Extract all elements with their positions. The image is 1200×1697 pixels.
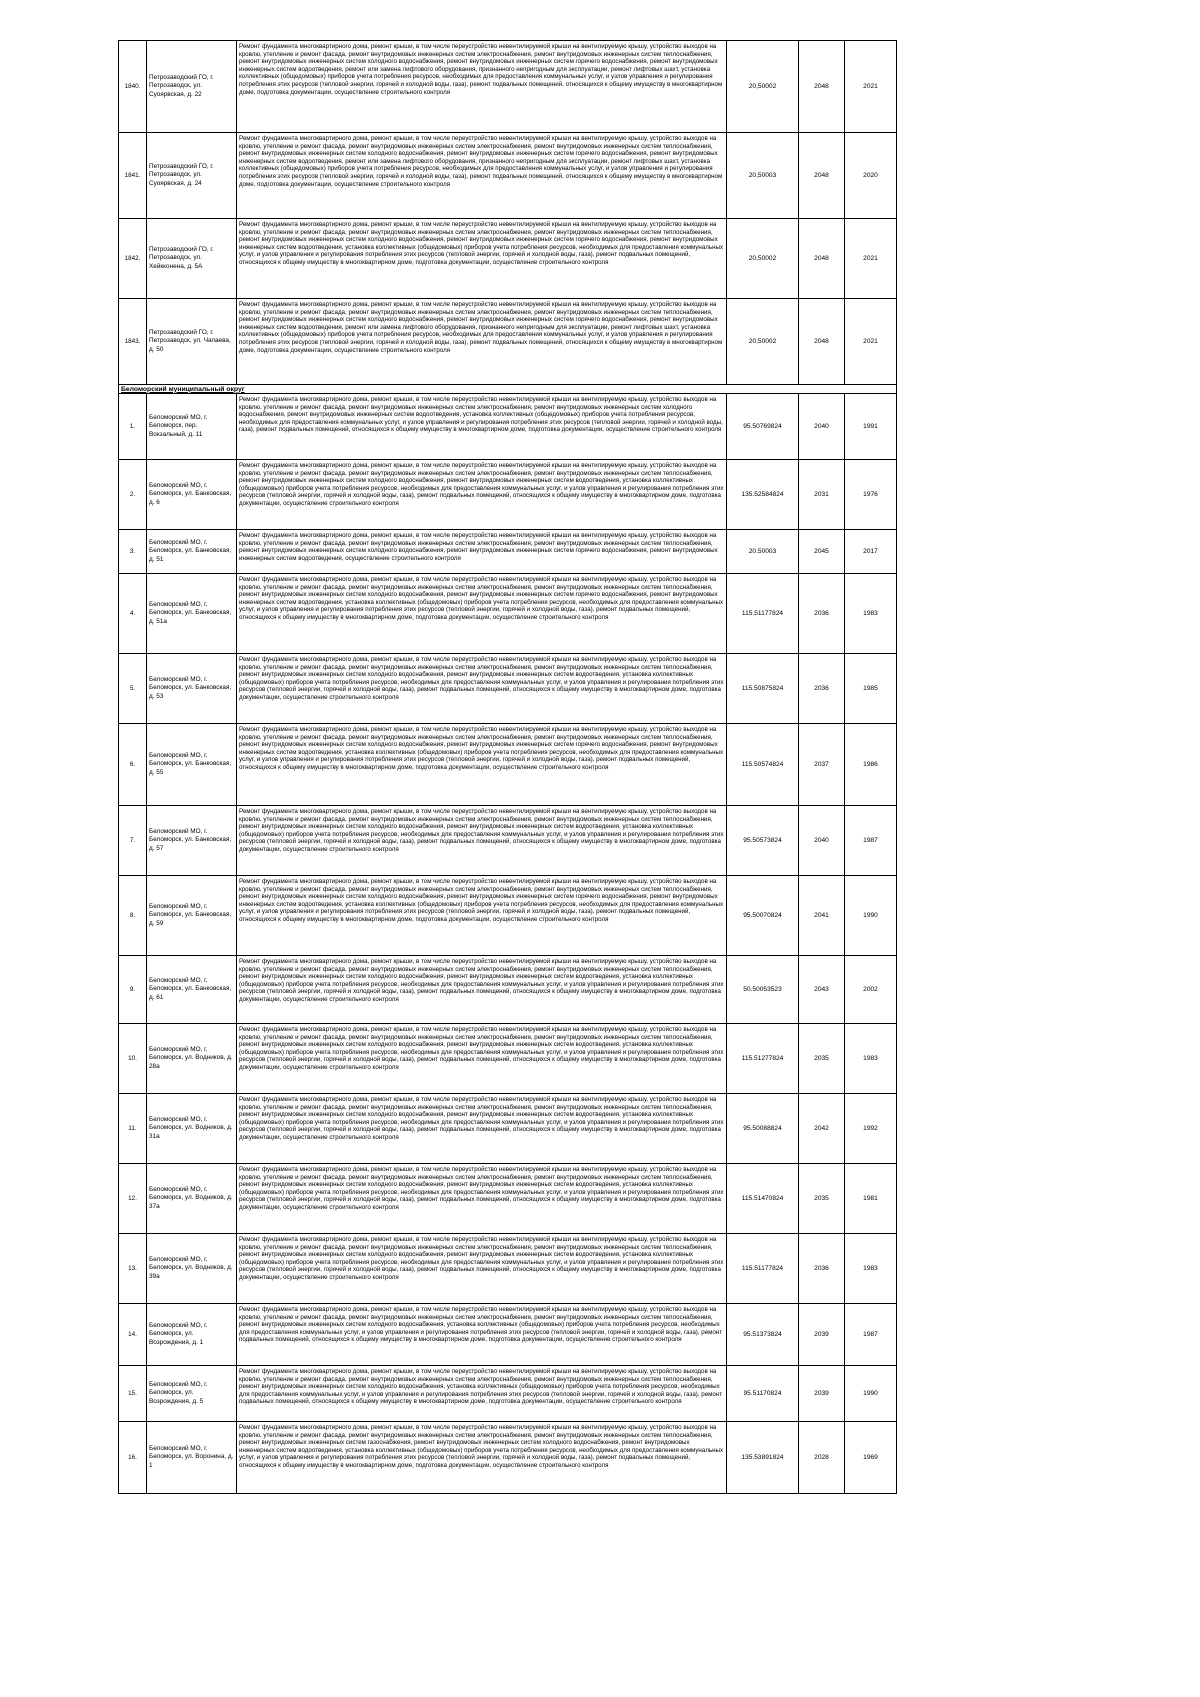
- table-row: [119, 724, 897, 806]
- row-work-list: Ремонт фундамента многоквартирного дома, ремонт крыши, в том числе переустройство невентилируемой крыши на вентилируемую крышу, устройство выходов на кровлю, утепление и ремонт фасада, ремонт внутридомовых инженерных систем электроснабжения, ремонт внутридомовых инженерных систем теплоснабжения, ремонт внутридомовых инженерных систем холодного водоснабжения, ремонт внутридомовых инженерных систем горячего водоснабжения, ремонт внутридомовых инженерных систем водоотведения, ремонт или замена лифтового оборудования, признанного непригодным для эксплуатации, ремонт лифтовых шахт, установка коллективных (общедомовых) приборов учета потребления ресурсов, необходимых для предоставления коммунальных услуг, и узлов управления и регулирования потребления этих ресурсов (тепловой энергии, горячей и холодной воды, газа), ремонт подвальных помещений, относящихся к общему имуществу в многоквартирном доме, подготовка документации, осуществление строительного контроля: [237, 133, 727, 219]
- row-cost: 50.50053523: [727, 956, 799, 1024]
- row-last-repair-year: 1990: [845, 876, 897, 956]
- row-last-repair-year: 1987: [845, 806, 897, 876]
- row-address: Беломорский МО, г. Беломорск, ул. Банковская, д. 57: [147, 806, 237, 876]
- row-work-list: Ремонт фундамента многоквартирного дома, ремонт крыши, в том числе переустройство невентилируемой крыши на вентилируемую крышу, устройство выходов на кровлю, утепление и ремонт фасада, ремонт внутридомовых инженерных систем электроснабжения, ремонт внутридомовых инженерных систем теплоснабжения, ремонт внутридомовых инженерных систем холодного водоснабжения, ремонт внутридомовых инженерных систем горячего водоснабжения, ремонт внутридомовых инженерных систем водоотведения, установка коллективных (общедомовых) приборов учета потребления ресурсов, необходимых для предоставления коммунальных услуг, и узлов управления и регулирования потребления этих ресурсов (тепловой энергии, горячей и холодной воды, газа), ремонт подвальных помещений, относящихся к общему имуществу в многоквартирном доме, подготовка документации, осуществление строительного контроля: [237, 219, 727, 299]
- row-planned-year: 2028: [799, 1422, 845, 1494]
- row-cost: 95.50769824: [727, 394, 799, 460]
- row-number: 4.: [119, 574, 147, 654]
- table-body: [119, 41, 897, 1494]
- row-address: Беломорский МО, г. Беломорск, ул. Банковская, д. 59: [147, 876, 237, 956]
- row-work-list: Ремонт фундамента многоквартирного дома, ремонт крыши, в том числе переустройство невентилируемой крыши на вентилируемую крышу, устройство выходов на кровлю, утепление и ремонт фасада, ремонт внутридомовых инженерных систем электроснабжения, ремонт внутридомовых инженерных систем теплоснабжения, ремонт внутридомовых инженерных систем холодного водоснабжения, ремонт внутридомовых инженерных систем водоотведения, установка коллективных (общедомовых) приборов учета потребления ресурсов, необходимых для предоставления коммунальных услуг, и узлов управления и регулирования потребления этих ресурсов (тепловой энергии, горячей и холодной воды, газа), ремонт подвальных помещений, относящихся к общему имуществу в многоквартирном доме, подготовка документации, осуществление строительного контроля: [237, 654, 727, 724]
- row-cost: 95.50573824: [727, 806, 799, 876]
- row-address: Беломорский МО, г. Беломорск, ул. Водников, д. 37а: [147, 1164, 237, 1234]
- row-cost: 115.50875824: [727, 654, 799, 724]
- row-last-repair-year: 1983: [845, 1234, 897, 1304]
- row-last-repair-year: 2021: [845, 41, 897, 133]
- row-number: 3.: [119, 530, 147, 574]
- row-planned-year: 2039: [799, 1304, 845, 1366]
- row-work-list: Ремонт фундамента многоквартирного дома, ремонт крыши, в том числе переустройство невентилируемой крыши на вентилируемую крышу, устройство выходов на кровлю, утепление и ремонт фасада, ремонт внутридомовых инженерных систем электроснабжения, ремонт внутридомовых инженерных систем холодного водоснабжения, ремонт внутридомовых инженерных систем водоотведения, установка коллективных (общедомовых) приборов учета потребления ресурсов, необходимых для предоставления коммунальных услуг, и узлов управления и регулирования потребления этих ресурсов (тепловой энергии, горячей и холодной воды, газа), ремонт подвальных помещений, относящихся к общему имуществу в многоквартирном доме, подготовка документации, осуществление строительного контроля: [237, 394, 727, 460]
- table-row: [119, 394, 897, 460]
- row-cost: 115.51277824: [727, 1024, 799, 1094]
- row-cost: 95.51170824: [727, 1366, 799, 1422]
- row-cost: 20,50002: [727, 219, 799, 299]
- table-row: [119, 1024, 897, 1094]
- row-number: 15.: [119, 1366, 147, 1422]
- row-number: 2.: [119, 460, 147, 530]
- row-planned-year: 2048: [799, 41, 845, 133]
- table-row: [119, 806, 897, 876]
- row-address: Беломорский МО, г. Беломорск, ул. Банковская, д. 61: [147, 956, 237, 1024]
- row-last-repair-year: 1969: [845, 1422, 897, 1494]
- section-title: Беломорский муниципальный округ: [119, 385, 897, 394]
- row-address: Беломорский МО, г. Беломорск, ул. Водников, д. 28а: [147, 1024, 237, 1094]
- row-address: Петрозаводский ГО, г. Петрозаводск, ул. Суоярвская, д. 22: [147, 41, 237, 133]
- row-planned-year: 2040: [799, 394, 845, 460]
- table-row: [119, 876, 897, 956]
- row-last-repair-year: 2020: [845, 133, 897, 219]
- row-cost: 20.50003: [727, 530, 799, 574]
- row-last-repair-year: 1986: [845, 724, 897, 806]
- row-planned-year: 2035: [799, 1024, 845, 1094]
- row-work-list: Ремонт фундамента многоквартирного дома, ремонт крыши, в том числе переустройство невентилируемой крыши на вентилируемую крышу, устройство выходов на кровлю, утепление и ремонт фасада, ремонт внутридомовых инженерных систем электроснабжения, ремонт внутридомовых инженерных систем теплоснабжения, ремонт внутридомовых инженерных систем холодного водоснабжения, ремонт внутридомовых инженерных систем горячего водоснабжения, ремонт внутридомовых инженерных систем водоотведения, осуществление строительного контроля: [237, 530, 727, 574]
- row-number: 7.: [119, 806, 147, 876]
- row-work-list: Ремонт фундамента многоквартирного дома, ремонт крыши, в том числе переустройство невентилируемой крыши на вентилируемую крышу, устройство выходов на кровлю, утепление и ремонт фасада, ремонт внутридомовых инженерных систем электроснабжения, ремонт внутридомовых инженерных систем теплоснабжения, ремонт внутридомовых инженерных систем холодного водоснабжения, установка коллективных (общедомовых) приборов учета потребления ресурсов, необходимых для предоставления коммунальных услуг, и узлов управления и регулирования потребления этих ресурсов (тепловой энергии, горячей и холодной воды, газа), ремонт подвальных помещений, относящихся к общему имуществу в многоквартирном доме, подготовка документации, осуществление строительного контроля: [237, 1304, 727, 1366]
- row-address: Беломорский МО, г. Беломорск, ул. Банковская, д. 55: [147, 724, 237, 806]
- row-last-repair-year: 1983: [845, 574, 897, 654]
- row-address: Беломорский МО, г. Беломорск, ул. Возрождения, д. 1: [147, 1304, 237, 1366]
- row-last-repair-year: 2021: [845, 219, 897, 299]
- row-work-list: Ремонт фундамента многоквартирного дома, ремонт крыши, в том числе переустройство невентилируемой крыши на вентилируемую крышу, устройство выходов на кровлю, утепление и ремонт фасада, ремонт внутридомовых инженерных систем электроснабжения, ремонт внутридомовых инженерных систем теплоснабжения, ремонт внутридомовых инженерных систем холодного водоснабжения, ремонт внутридомовых инженерных систем водоотведения, установка коллективных (общедомовых) приборов учета потребления ресурсов, необходимых для предоставления коммунальных услуг, и узлов управления и регулирования потребления этих ресурсов (тепловой энергии, горячей и холодной воды, газа), ремонт подвальных помещений, относящихся к общему имуществу в многоквартирном доме, подготовка документации, осуществление строительного контроля: [237, 460, 727, 530]
- table-row: [119, 299, 897, 385]
- table-row: [119, 1366, 897, 1422]
- row-number: 9.: [119, 956, 147, 1024]
- row-address: Беломорский МО, г. Беломорск, ул. Воронина, д. 1: [147, 1422, 237, 1494]
- table-row: [119, 133, 897, 219]
- table-row: [119, 1094, 897, 1164]
- row-planned-year: 2039: [799, 1366, 845, 1422]
- row-address: Петрозаводский ГО, г. Петрозаводск, ул. Суоярвская, д. 24: [147, 133, 237, 219]
- row-planned-year: 2042: [799, 1094, 845, 1164]
- row-number: 11.: [119, 1094, 147, 1164]
- row-work-list: Ремонт фундамента многоквартирного дома, ремонт крыши, в том числе переустройство невентилируемой крыши на вентилируемую крышу, устройство выходов на кровлю, утепление и ремонт фасада, ремонт внутридомовых инженерных систем электроснабжения, ремонт внутридомовых инженерных систем теплоснабжения, ремонт внутридомовых инженерных систем холодного водоснабжения, ремонт внутридомовых инженерных систем водоотведения, установка коллективных (общедомовых) приборов учета потребления ресурсов, необходимых для предоставления коммунальных услуг, и узлов управления и регулирования потребления этих ресурсов (тепловой энергии, горячей и холодной воды, газа), ремонт подвальных помещений, относящихся к общему имуществу в многоквартирном доме, подготовка документации, осуществление строительного контроля: [237, 1024, 727, 1094]
- row-cost: 95.50070824: [727, 876, 799, 956]
- row-planned-year: 2048: [799, 299, 845, 385]
- table-row: [119, 1422, 897, 1494]
- row-cost: 115.51177824: [727, 574, 799, 654]
- row-last-repair-year: 2002: [845, 956, 897, 1024]
- row-work-list: Ремонт фундамента многоквартирного дома, ремонт крыши, в том числе переустройство невентилируемой крыши на вентилируемую крышу, устройство выходов на кровлю, утепление и ремонт фасада, ремонт внутридомовых инженерных систем электроснабжения, ремонт внутридомовых инженерных систем теплоснабжения, ремонт внутридомовых инженерных систем холодного водоснабжения, ремонт внутридомовых инженерных систем горячего водоснабжения, ремонт внутридомовых инженерных систем водоотведения, ремонт или замена лифтового оборудования, признанного непригодным для эксплуатации, ремонт лифтовых шахт, установка коллективных (общедомовых) приборов учета потребления ресурсов, необходимых для предоставления коммунальных услуг, и узлов управления и регулирования потребления этих ресурсов (тепловой энергии, горячей и холодной воды, газа), ремонт подвальных помещений, относящихся к общему имуществу в многоквартирном доме, подготовка документации, осуществление строительного контроля: [237, 299, 727, 385]
- row-number: 16.: [119, 1422, 147, 1494]
- row-work-list: Ремонт фундамента многоквартирного дома, ремонт крыши, в том числе переустройство невентилируемой крыши на вентилируемую крышу, устройство выходов на кровлю, утепление и ремонт фасада, ремонт внутридомовых инженерных систем электроснабжения, ремонт внутридомовых инженерных систем теплоснабжения, ремонт внутридомовых инженерных систем холодного водоснабжения, ремонт внутридомовых инженерных систем горячего водоснабжения, ремонт внутридомовых инженерных систем водоотведения, установка коллективных (общедомовых) приборов учета потребления ресурсов, необходимых для предоставления коммунальных услуг, и узлов управления и регулирования потребления этих ресурсов (тепловой энергии, горячей и холодной воды, газа), ремонт подвальных помещений, относящихся к общему имуществу в многоквартирном доме, подготовка документации, осуществление строительного контроля: [237, 724, 727, 806]
- row-address: Беломорский МО, г. Беломорск, ул. Банковская, д. 6: [147, 460, 237, 530]
- row-address: Петрозаводский ГО, г. Петрозаводск, ул. Чапаева, д. 50: [147, 299, 237, 385]
- row-planned-year: 2048: [799, 219, 845, 299]
- row-cost: 115.51470824: [727, 1164, 799, 1234]
- row-planned-year: 2031: [799, 460, 845, 530]
- row-cost: 135.52584824: [727, 460, 799, 530]
- row-address: Петрозаводский ГО, г. Петрозаводск, ул. Хейкконена, д. 5А: [147, 219, 237, 299]
- row-number: 8.: [119, 876, 147, 956]
- row-planned-year: 2036: [799, 1234, 845, 1304]
- row-last-repair-year: 1992: [845, 1094, 897, 1164]
- row-last-repair-year: 1985: [845, 654, 897, 724]
- row-last-repair-year: 2017: [845, 530, 897, 574]
- row-last-repair-year: 2021: [845, 299, 897, 385]
- row-planned-year: 2040: [799, 806, 845, 876]
- table-row: [119, 219, 897, 299]
- row-planned-year: 2041: [799, 876, 845, 956]
- overhaul-program-table: [118, 40, 897, 1494]
- row-cost: 115.50574824: [727, 724, 799, 806]
- row-address: Беломорский МО, г. Беломорск, пер. Вокзальный, д. 11: [147, 394, 237, 460]
- row-number: 6.: [119, 724, 147, 806]
- row-planned-year: 2036: [799, 574, 845, 654]
- row-last-repair-year: 1983: [845, 1024, 897, 1094]
- row-number: 1841.: [119, 133, 147, 219]
- row-work-list: Ремонт фундамента многоквартирного дома, ремонт крыши, в том числе переустройство невентилируемой крыши на вентилируемую крышу, устройство выходов на кровлю, утепление и ремонт фасада, ремонт внутридомовых инженерных систем электроснабжения, ремонт внутридомовых инженерных систем теплоснабжения, ремонт внутридомовых инженерных систем холодного водоснабжения, ремонт внутридомовых инженерных систем водоотведения, установка коллективных (общедомовых) приборов учета потребления ресурсов, необходимых для предоставления коммунальных услуг, и узлов управления и регулирования потребления этих ресурсов (тепловой энергии, горячей и холодной воды, газа), ремонт подвальных помещений, относящихся к общему имуществу в многоквартирном доме, подготовка документации, осуществление строительного контроля: [237, 1164, 727, 1234]
- row-cost: 20,50003: [727, 133, 799, 219]
- row-planned-year: 2035: [799, 1164, 845, 1234]
- row-work-list: Ремонт фундамента многоквартирного дома, ремонт крыши, в том числе переустройство невентилируемой крыши на вентилируемую крышу, устройство выходов на кровлю, утепление и ремонт фасада, ремонт внутридомовых инженерных систем электроснабжения, ремонт внутридомовых инженерных систем теплоснабжения, ремонт внутридомовых инженерных систем холодного водоснабжения, ремонт внутридомовых инженерных систем горячего водоснабжения, ремонт внутридомовых инженерных систем водоотведения, установка коллективных (общедомовых) приборов учета потребления ресурсов, необходимых для предоставления коммунальных услуг, и узлов управления и регулирования потребления этих ресурсов (тепловой энергии, горячей и холодной воды, газа), ремонт подвальных помещений, относящихся к общему имуществу в многоквартирном доме, подготовка документации, осуществление строительного контроля: [237, 574, 727, 654]
- row-last-repair-year: 1976: [845, 460, 897, 530]
- section-header-row: [119, 385, 897, 394]
- row-work-list: Ремонт фундамента многоквартирного дома, ремонт крыши, в том числе переустройство невентилируемой крыши на вентилируемую крышу, устройство выходов на кровлю, утепление и ремонт фасада, ремонт внутридомовых инженерных систем электроснабжения, ремонт внутридомовых инженерных систем теплоснабжения, ремонт внутридомовых инженерных систем холодного водоснабжения, установка коллективных (общедомовых) приборов учета потребления ресурсов, необходимых для предоставления коммунальных услуг, и узлов управления и регулирования потребления этих ресурсов (тепловой энергии, горячей и холодной воды, газа), ремонт подвальных помещений, относящихся к общему имуществу в многоквартирном доме, подготовка документации, осуществление строительного контроля: [237, 1366, 727, 1422]
- row-address: Беломорский МО, г. Беломорск, ул. Водников, д. 31а: [147, 1094, 237, 1164]
- row-cost: 135.53891824: [727, 1422, 799, 1494]
- row-number: 12.: [119, 1164, 147, 1234]
- row-number: 13.: [119, 1234, 147, 1304]
- row-work-list: Ремонт фундамента многоквартирного дома, ремонт крыши, в том числе переустройство невентилируемой крыши на вентилируемую крышу, устройство выходов на кровлю, утепление и ремонт фасада, ремонт внутридомовых инженерных систем электроснабжения, ремонт внутридомовых инженерных систем теплоснабжения, ремонт внутридомовых инженерных систем холодного водоснабжения, ремонт внутридомовых инженерных систем горячего водоснабжения, ремонт внутридомовых инженерных систем водоотведения, ремонт или замена лифтового оборудования, признанного непригодным для эксплуатации, ремонт лифтовых шахт, установка коллективных (общедомовых) приборов учета потребления ресурсов, необходимых для предоставления коммунальных услуг, и узлов управления и регулирования потребления этих ресурсов (тепловой энергии, горячей и холодной воды, газа), ремонт подвальных помещений, относящихся к общему имуществу в многоквартирном доме, подготовка документации, осуществление строительного контроля: [237, 41, 727, 133]
- row-address: Беломорский МО, г. Беломорск, ул. Банковская, д. 51а: [147, 574, 237, 654]
- table-row: [119, 41, 897, 133]
- row-planned-year: 2045: [799, 530, 845, 574]
- row-number: 1.: [119, 394, 147, 460]
- row-number: 14.: [119, 1304, 147, 1366]
- row-cost: 115.51177824: [727, 1234, 799, 1304]
- register-sheet: [118, 40, 896, 1494]
- row-number: 1840.: [119, 41, 147, 133]
- row-address: Беломорский МО, г. Беломорск, ул. Банковская, д. 53: [147, 654, 237, 724]
- row-cost: 20,50002: [727, 299, 799, 385]
- row-work-list: Ремонт фундамента многоквартирного дома, ремонт крыши, в том числе переустройство невентилируемой крыши на вентилируемую крышу, устройство выходов на кровлю, утепление и ремонт фасада, ремонт внутридомовых инженерных систем электроснабжения, ремонт внутридомовых инженерных систем теплоснабжения, ремонт внутридомовых инженерных систем холодного водоснабжения, ремонт внутридомовых инженерных систем горячего водоснабжения, ремонт внутридомовых инженерных систем водоотведения, установка коллективных (общедомовых) приборов учета потребления ресурсов, необходимых для предоставления коммунальных услуг, и узлов управления и регулирования потребления этих ресурсов (тепловой энергии, горячей и холодной воды, газа), ремонт подвальных помещений, относящихся к общему имуществу в многоквартирном доме, подготовка документации, осуществление строительного контроля: [237, 876, 727, 956]
- row-planned-year: 2036: [799, 654, 845, 724]
- row-cost: 95.51373824: [727, 1304, 799, 1366]
- row-work-list: Ремонт фундамента многоквартирного дома, ремонт крыши, в том числе переустройство невентилируемой крыши на вентилируемую крышу, устройство выходов на кровлю, утепление и ремонт фасада, ремонт внутридомовых инженерных систем электроснабжения, ремонт внутридомовых инженерных систем теплоснабжения, ремонт внутридомовых инженерных систем холодного водоснабжения, ремонт внутридомовых инженерных систем водоотведения, установка коллективных (общедомовых) приборов учета потребления ресурсов, необходимых для предоставления коммунальных услуг, и узлов управления и регулирования потребления этих ресурсов (тепловой энергии, горячей и холодной воды, газа), ремонт подвальных помещений, относящихся к общему имуществу в многоквартирном доме, подготовка документации, осуществление строительного контроля: [237, 1094, 727, 1164]
- row-cost: 95.50088824: [727, 1094, 799, 1164]
- row-address: Беломорский МО, г. Беломорск, ул. Возрождения, д. 5: [147, 1366, 237, 1422]
- row-last-repair-year: 1990: [845, 1366, 897, 1422]
- row-work-list: Ремонт фундамента многоквартирного дома, ремонт крыши, в том числе переустройство невентилируемой крыши на вентилируемую крышу, устройство выходов на кровлю, утепление и ремонт фасада, ремонт внутридомовых инженерных систем электроснабжения, ремонт внутридомовых инженерных систем теплоснабжения, ремонт внутридомовых инженерных систем холодного водоснабжения, ремонт внутридомовых инженерных систем водоотведения, установка коллективных (общедомовых) приборов учета потребления ресурсов, необходимых для предоставления коммунальных услуг, и узлов управления и регулирования потребления этих ресурсов (тепловой энергии, горячей и холодной воды, газа), ремонт подвальных помещений, относящихся к общему имуществу в многоквартирном доме, подготовка документации, осуществление строительного контроля: [237, 956, 727, 1024]
- row-address: Беломорский МО, г. Беломорск, ул. Банковская, д. 51: [147, 530, 237, 574]
- row-last-repair-year: 1991: [845, 394, 897, 460]
- table-row: [119, 574, 897, 654]
- table-row: [119, 460, 897, 530]
- row-planned-year: 2048: [799, 133, 845, 219]
- table-row: [119, 654, 897, 724]
- row-last-repair-year: 1987: [845, 1304, 897, 1366]
- table-row: [119, 530, 897, 574]
- row-number: 1843.: [119, 299, 147, 385]
- row-planned-year: 2043: [799, 956, 845, 1024]
- row-number: 1842.: [119, 219, 147, 299]
- row-number: 10.: [119, 1024, 147, 1094]
- row-address: Беломорский МО, г. Беломорск, ул. Водников, д. 39а: [147, 1234, 237, 1304]
- row-work-list: Ремонт фундамента многоквартирного дома, ремонт крыши, в том числе переустройство невентилируемой крыши на вентилируемую крышу, устройство выходов на кровлю, утепление и ремонт фасада, ремонт внутридомовых инженерных систем электроснабжения, ремонт внутридомовых инженерных систем теплоснабжения, ремонт внутридомовых инженерных систем холодного водоснабжения, ремонт внутридомовых инженерных систем водоотведения, установка коллективных (общедомовых) приборов учета потребления ресурсов, необходимых для предоставления коммунальных услуг, и узлов управления и регулирования потребления этих ресурсов (тепловой энергии, горячей и холодной воды, газа), ремонт подвальных помещений, относящихся к общему имуществу в многоквартирном доме, подготовка документации, осуществление строительного контроля: [237, 1234, 727, 1304]
- row-number: 5.: [119, 654, 147, 724]
- row-work-list: Ремонт фундамента многоквартирного дома, ремонт крыши, в том числе переустройство невентилируемой крыши на вентилируемую крышу, устройство выходов на кровлю, утепление и ремонт фасада, ремонт внутридомовых инженерных систем электроснабжения, ремонт внутридомовых инженерных систем теплоснабжения, ремонт внутридомовых инженерных систем холодного водоснабжения, ремонт внутридомовых инженерных систем водоотведения, установка коллективных (общедомовых) приборов учета потребления ресурсов, необходимых для предоставления коммунальных услуг, и узлов управления и регулирования потребления этих ресурсов (тепловой энергии, горячей и холодной воды, газа), ремонт подвальных помещений, относящихся к общему имуществу в многоквартирном доме, подготовка документации, осуществление строительного контроля: [237, 806, 727, 876]
- table-row: [119, 1234, 897, 1304]
- row-planned-year: 2037: [799, 724, 845, 806]
- row-work-list: Ремонт фундамента многоквартирного дома, ремонт крыши, в том числе переустройство невентилируемой крыши на вентилируемую крышу, устройство выходов на кровлю, утепление и ремонт фасада, ремонт внутридомовых инженерных систем электроснабжения, ремонт внутридомовых инженерных систем теплоснабжения, ремонт внутридомовых инженерных систем газоснабжения, ремонт внутридомовых инженерных систем холодного водоснабжения, ремонт внутридомовых инженерных систем водоотведения, установка коллективных (общедомовых) приборов учета потребления ресурсов, необходимых для предоставления коммунальных услуг, и узлов управления и регулирования потребления этих ресурсов (тепловой энергии, горячей и холодной воды, газа), ремонт подвальных помещений, относящихся к общему имуществу в многоквартирном доме, подготовка документации, осуществление строительного контроля: [237, 1422, 727, 1494]
- table-row: [119, 956, 897, 1024]
- row-last-repair-year: 1981: [845, 1164, 897, 1234]
- table-row: [119, 1304, 897, 1366]
- row-cost: 20,50002: [727, 41, 799, 133]
- table-row: [119, 1164, 897, 1234]
